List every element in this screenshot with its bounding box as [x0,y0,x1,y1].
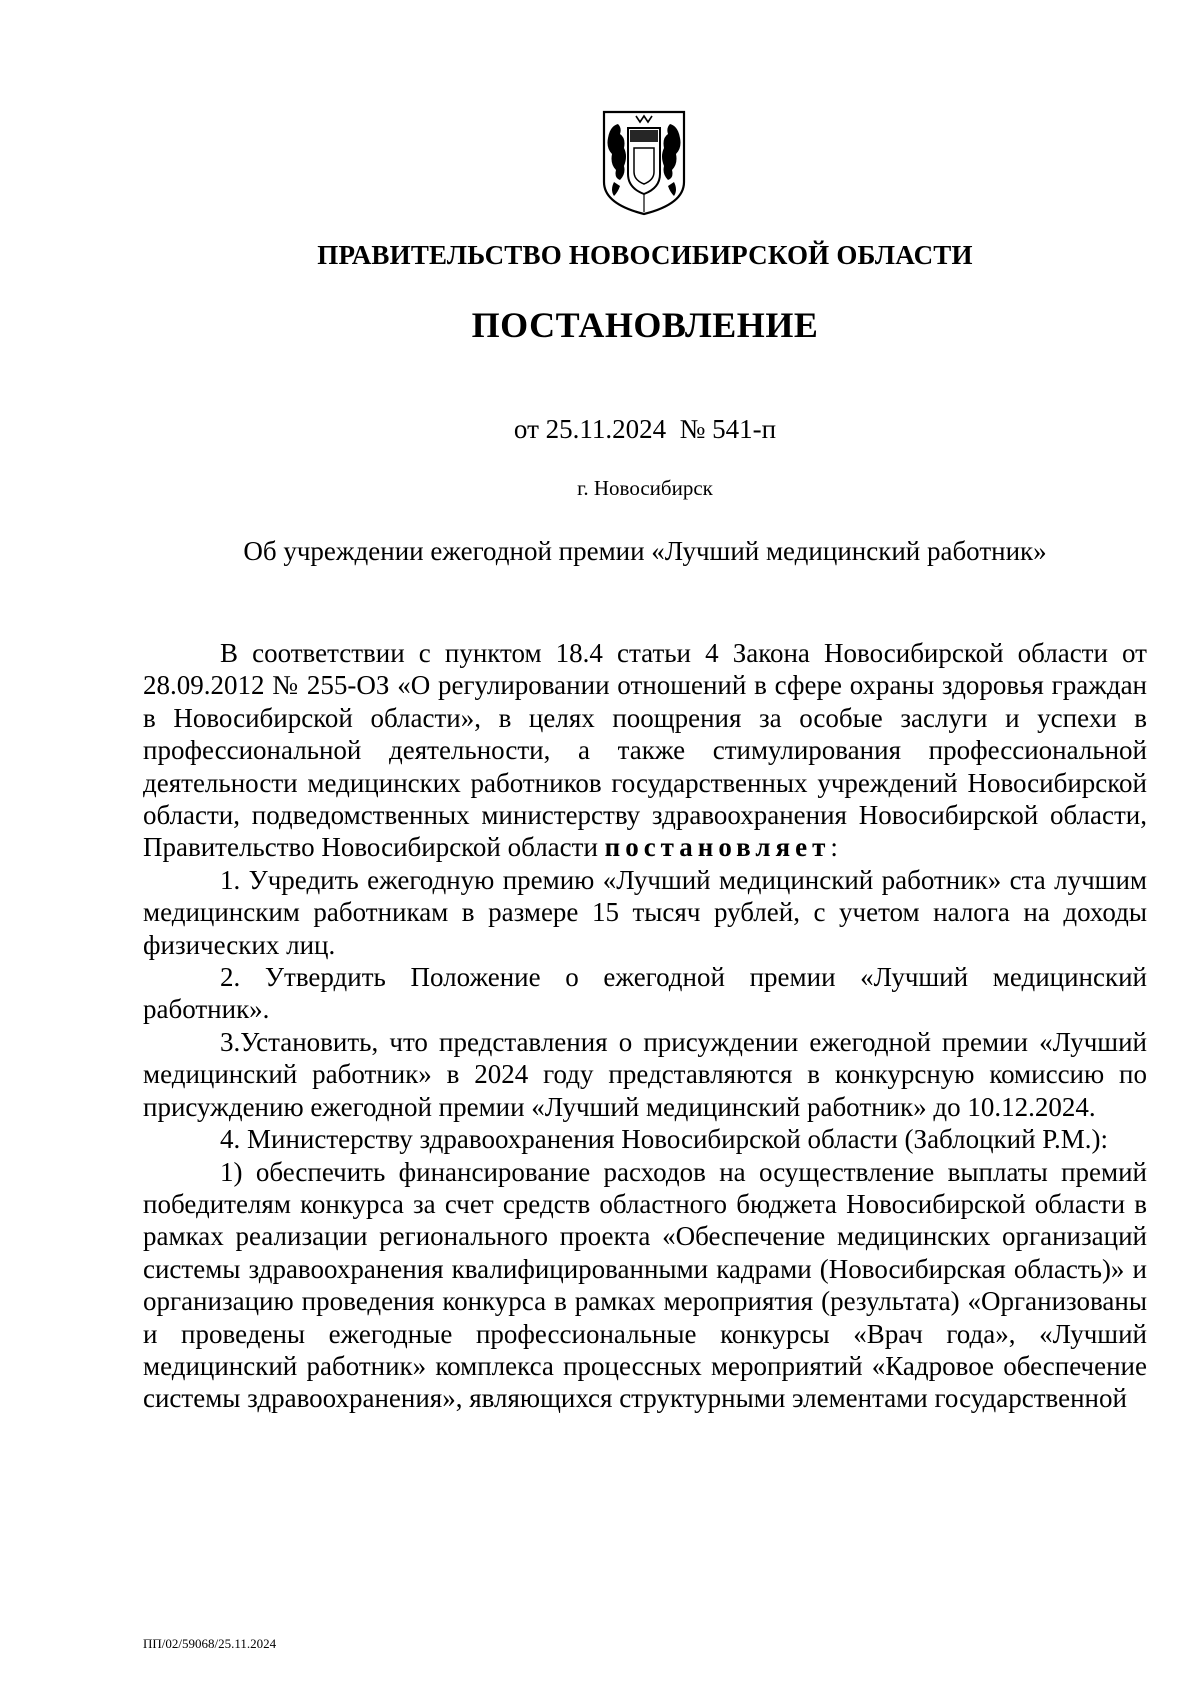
subitem-paragraph: 1) обеспечить финансирование расходов на осуществление выплаты премий победителям конкурса за счет средств областного бюджета Новосибирской области в рамках реализации регионального проекта «Обеспечение медицинских организаций системы здравоохранения квалифицированными кадрами (Новосибирская область)» и организацию проведения конкурса в рамках мероприятия (результата) «Организованы и проведены ежегодные профессиональные конкурсы «Врач года», «Лучший медицинский работник» комплекса процессных мероприятий «Кадровое обеспечение системы здравоохранения», являющихся структурными элементами государственной [143,1156,1147,1414]
decides-colon: : [830,832,838,863]
item-paragraph: 1. Учредить ежегодную премию «Лучший медицинский работник» ста лучшим медицинским работникам в размере 15 тысяч рублей, с учетом налога на доходы физических лиц. [143,864,1147,960]
preamble-text: В соответствии с пунктом 18.4 статьи 4 Закона Новосибирской области от 28.09.2012 № 255-ОЗ «О регулировании отношений в сфере охраны здоровья граждан в Новосибирской области», в целях поощрения за особые заслуги и успехи в профессиональной деятельности, а также стимулирования профессиональной деятельности медицинских работников государственных учреждений Новосибирской области, подведомственных министерству здравоохранения Новосибирской области, Правительство Новосибирской области [143,638,1147,863]
city-line: г. Новосибирск [577,476,713,500]
decides-word: постановляет [604,832,831,863]
document-type-heading: ПОСТАНОВЛЕНИЕ [471,305,819,345]
preamble-paragraph [143,637,1147,864]
document-subject: Об учреждении ежегодной премии «Лучший медицинский работник» [243,536,1047,566]
item-paragraph: 2. Утвердить Положение о ежегодной премии «Лучший медицинский работник». [143,962,1147,1025]
coat-of-arms-icon [600,108,688,218]
document-registration-code: ПП/02/59068/25.11.2024 [143,1636,277,1651]
document-body [143,637,1147,1415]
item-paragraph: 4. Министерству здравоохранения Новосибирской области (Заблоцкий Р.М.): [220,1124,1108,1155]
date-and-number: от 25.11.2024 № 541-п [513,414,777,444]
item-paragraph: 3.Установить, что представления о присуждении ежегодной премии «Лучший медицинский работник» в 2024 году представляются в конкурсную комиссию по присуждению ежегодной премии «Лучший медицинский работник» до 10.12.2024. [143,1026,1147,1122]
government-title: ПРАВИТЕЛЬСТВО НОВОСИБИРСКОЙ ОБЛАСТИ [317,240,973,270]
